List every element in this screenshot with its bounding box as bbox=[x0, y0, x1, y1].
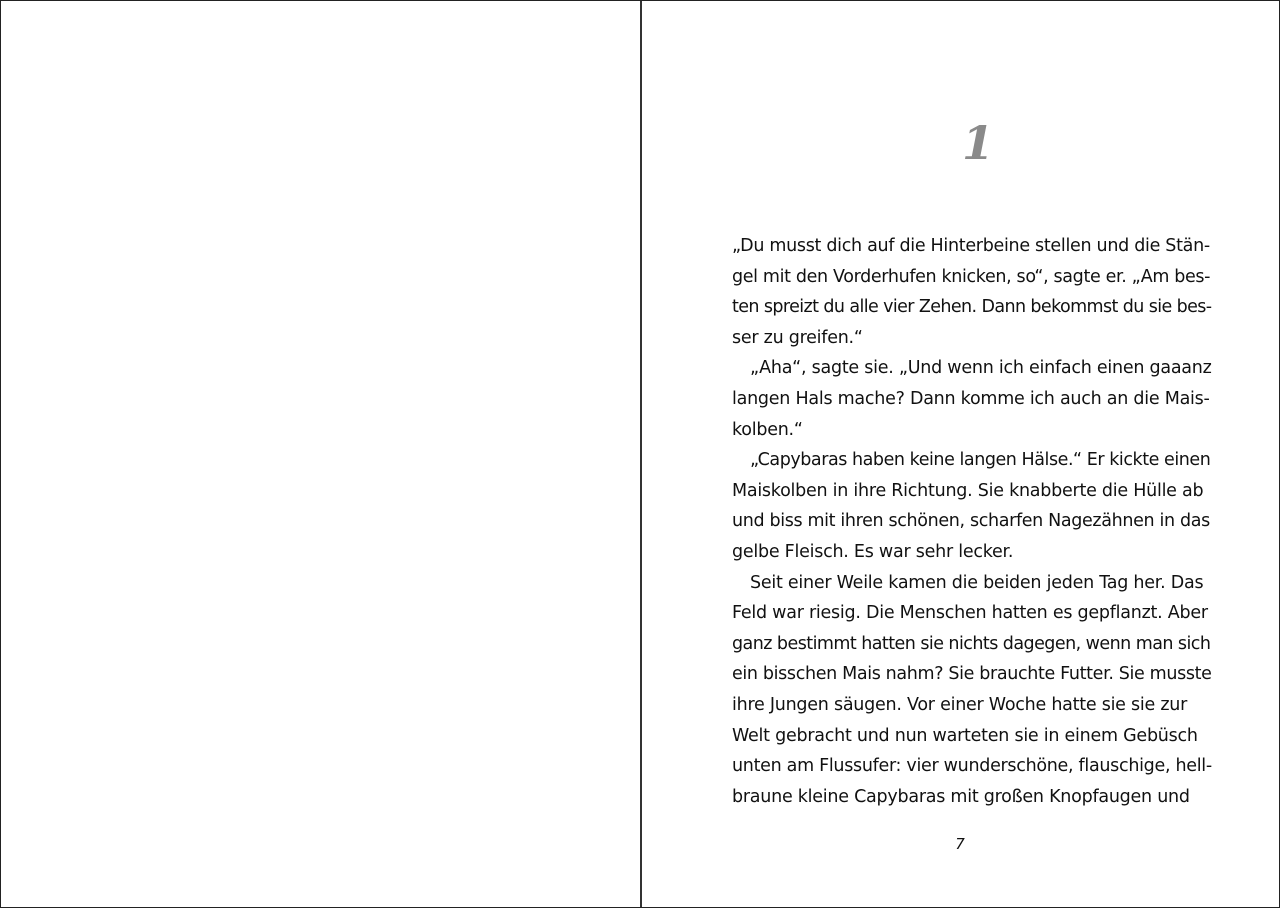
text-line: „Du musst dich auf die Hinterbeine stellen und die Stän- bbox=[732, 236, 1210, 256]
text-line: gelbe Fleisch. Es war sehr lecker. bbox=[732, 541, 1014, 562]
text-line: Feld war riesig. Die Menschen hatten es gepflanzt. Aber bbox=[732, 603, 1208, 624]
body-text bbox=[732, 231, 1212, 812]
text-line: ein bisschen Mais nahm? Sie brauchte Futter. Sie musste bbox=[732, 664, 1212, 685]
text-line: unten am Flussufer: vier wunderschöne, flauschige, hell- bbox=[732, 756, 1212, 777]
left-page-blank bbox=[1, 1, 641, 907]
page-number: 7 bbox=[955, 835, 965, 853]
text-line: „Capybaras haben keine langen Hälse.“ Er kickte einen bbox=[750, 450, 1211, 471]
text-line: Maiskolben in ihre Richtung. Sie knabberte die Hülle ab bbox=[732, 480, 1204, 501]
text-line: langen Hals mache? Dann komme ich auch an die Mais- bbox=[732, 388, 1210, 409]
text-line: ten spreizt du alle vier Zehen. Dann bekommst du sie bes- bbox=[732, 297, 1212, 318]
text-line: und biss mit ihren schönen, scharfen Nagezähnen in das bbox=[732, 511, 1210, 532]
chapter-number: 1 bbox=[962, 116, 995, 170]
text-line: ser zu greifen.“ bbox=[732, 327, 863, 348]
text-line: Seit einer Weile kamen die beiden jeden Tag her. Das bbox=[750, 572, 1204, 593]
right-page bbox=[642, 1, 1279, 907]
text-line: „Aha“, sagte sie. „Und wenn ich einfach einen gaaanz bbox=[750, 358, 1212, 379]
text-line: gel mit den Vorderhufen knicken, so“, sagte er. „Am bes- bbox=[732, 266, 1211, 287]
text-line: kolben.“ bbox=[732, 419, 803, 440]
text-line: braune kleine Capybaras mit großen Knopfaugen und bbox=[732, 786, 1190, 807]
text-line: ganz bestimmt hatten sie nichts dagegen, wenn man sich bbox=[732, 633, 1211, 654]
text-line: Welt gebracht und nun warteten sie in einem Gebüsch bbox=[732, 725, 1198, 746]
text-line: ihre Jungen säugen. Vor einer Woche hatte sie sie zur bbox=[732, 694, 1188, 715]
